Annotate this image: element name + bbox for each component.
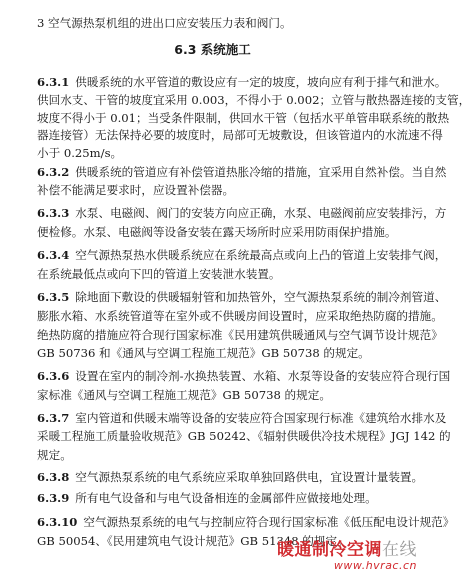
- clause-text: 空气源热泵系统的电气系统应采取单独回路供电，宜设置计量装置。: [75, 470, 424, 484]
- clause-number: 6.3.4: [37, 248, 70, 262]
- text-line: [37, 491, 397, 505]
- clause-text: 所有电气设备和与电气设备相连的金属部件应做接地处理。: [75, 491, 377, 505]
- clause-number: 6.3.1: [37, 75, 70, 89]
- text-line: [37, 75, 447, 89]
- clause-text: 家标准《通风与空调工程施工规范》GB 50738 的规定。: [37, 388, 331, 402]
- watermark-red-text: 暖通制冷空调: [277, 540, 382, 560]
- text-line: [37, 515, 455, 529]
- clause-number: 6.3.7: [37, 411, 70, 425]
- text-line: [37, 165, 447, 179]
- clause-text: 膨胀水箱、水系统管道等在室外或不供暖房间设置时，应采取绝热防腐的措施。: [37, 309, 443, 323]
- clause-text: 器连接管）无法保持必要的坡度时，局部可无坡敷设，但该管道内的水流速不得: [37, 128, 443, 142]
- watermark-url: www.hvrac.cn: [333, 559, 417, 572]
- clause-number: 6.3.2: [37, 165, 70, 179]
- text-line: [37, 328, 443, 342]
- text-line: [37, 146, 397, 160]
- section-heading: 6.3 系统施工: [174, 42, 251, 57]
- text-line: [37, 411, 447, 425]
- clause-text: 水泵、电磁阀、阀门的安装方向应正确，水泵、电磁阀前应安装排污，方: [75, 206, 447, 220]
- text-line: [37, 346, 397, 360]
- text-line: [37, 290, 447, 304]
- text-line: [37, 128, 443, 142]
- clause-number: 6.3.8: [37, 470, 70, 484]
- clause-number: 6.3.10: [37, 515, 78, 529]
- clause-text: 室内管道和供暖末端等设备的安装应符合国家现行标准《建筑给水排水及: [75, 411, 447, 425]
- text-line: [37, 111, 450, 125]
- clause-text: 采暖工程施工质量验收规范》GB 50242、《辐射供暖供冷技术规程》JGJ 142 的: [37, 429, 451, 443]
- text-line: [37, 267, 397, 281]
- text-line: [37, 448, 397, 462]
- clause-text: 便检修。水泵、电磁阀等设备安装在露天场所时应采用防雨保护措施。: [37, 225, 397, 239]
- clause-text: 供暖系统的水平管道的敷设应有一定的坡度，坡向应有利于排气和泄水。: [75, 75, 447, 89]
- watermark: [277, 535, 417, 572]
- text-line: [37, 369, 451, 383]
- clause-number: 6.3.9: [37, 491, 70, 505]
- clause-number: 6.3.3: [37, 206, 70, 220]
- clause-text: 设置在室内的制冷剂-水换热装置、水箱、水泵等设备的安装应符合现行国: [75, 369, 451, 383]
- clause-number: 6.3.5: [37, 290, 70, 304]
- clause-text: 绝热防腐的措施应符合现行国家标准《民用建筑供暖通风与空气调节设计规范》: [37, 328, 443, 342]
- watermark-logo: [277, 535, 417, 560]
- text-line: [37, 93, 470, 107]
- clause-number: 6.3.6: [37, 369, 70, 383]
- clause-text: GB 50054、《民用建筑电气设计规范》GB 51348 的规定。: [37, 534, 349, 548]
- clause-text: 补偿不能满足要求时，应设置补偿器。: [37, 183, 235, 197]
- text-line: [37, 309, 443, 323]
- item-3-text: 3 空气源热泵机组的进出口应安装压力表和阀门。: [37, 16, 292, 30]
- text-line: [37, 225, 397, 239]
- text-line: [37, 206, 447, 220]
- clause-text: 除地面下敷设的供暖辐射管和加热管外，空气源热泵系统的制冷剂管道、: [75, 290, 447, 304]
- text-line: [37, 388, 397, 402]
- text-line: [37, 183, 397, 197]
- watermark-gray-text: 在线: [382, 540, 417, 560]
- clause-text: 供回水支、干管的坡度宜采用 0.003，不得小于 0.002；立管与散热器连接的支管，: [37, 93, 470, 107]
- clause-text: 规定。: [37, 448, 72, 462]
- clause-text: GB 50736 和《通风与空调工程施工规范》GB 50738 的规定。: [37, 346, 370, 360]
- text-line: [37, 429, 451, 443]
- clause-text: 供暖系统的管道应有补偿管道热胀冷缩的措施，宜采用自然补偿。当自然: [75, 165, 447, 179]
- text-line: [37, 470, 424, 484]
- clause-text: 在系统最低点或向下凹的管道上安装泄水装置。: [37, 267, 281, 281]
- clause-text: 小于 0.25m/s。: [37, 146, 123, 160]
- text-line: [37, 248, 447, 262]
- clause-text: 空气源热泵系统的电气与控制应符合现行国家标准《低压配电设计规范》: [83, 515, 455, 529]
- clause-text: 空气源热泵热水供暖系统应在系统最高点或向上凸的管道上安装排气阀，: [75, 248, 447, 262]
- clause-text: 坡度不得小于 0.01；当受条件限制，供回水干管（包括水平单管串联系统的散热: [37, 111, 450, 125]
